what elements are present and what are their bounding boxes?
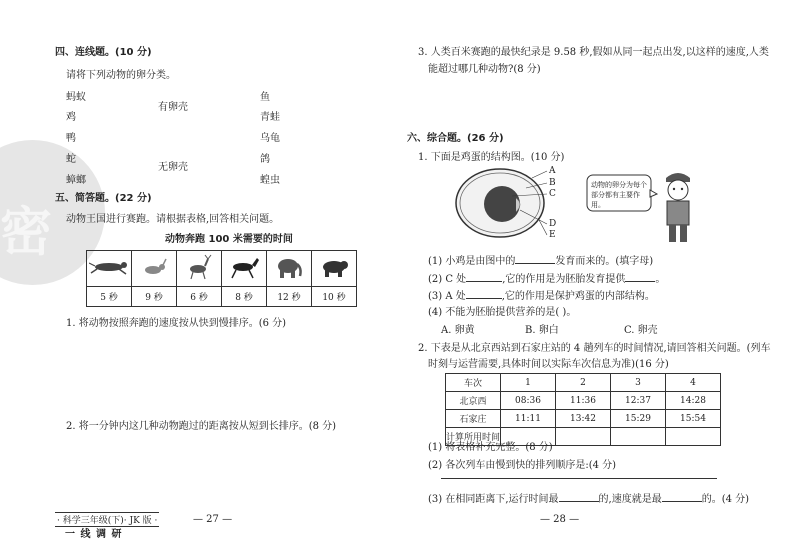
train-cell: 14:28 (666, 392, 721, 410)
question-5-1: 1. 将动物按照奔跑的速度按从快到慢排序。(6 分) (66, 318, 287, 329)
cheetah-icon (89, 257, 129, 277)
section-4-title: 四、连线题。(10 分) (55, 47, 152, 58)
elephant-icon (274, 254, 304, 280)
time-cell-3: 6 秒 (177, 287, 222, 307)
horse-icon (228, 254, 260, 280)
blank-3[interactable] (625, 272, 655, 282)
deer-image-cell (177, 251, 222, 287)
blank-1[interactable] (515, 254, 555, 264)
watermark-glyph: 密 (0, 203, 53, 263)
egg-label-c: C (549, 189, 556, 199)
section-4-instruction: 请将下列动物的卵分类。 (66, 70, 176, 81)
train-row-time-label: 计算所用时间 (446, 428, 501, 446)
page-number-right: — 28 — (540, 514, 580, 525)
question-5-2: 2. 将一分钟内这几种动物跑过的距离按从短到长排序。(8 分) (66, 421, 337, 432)
question-6-1: 1. 下面是鸡蛋的结构图。(10 分) (418, 152, 565, 163)
right-item-3: 乌龟 (260, 133, 280, 144)
train-header-label: 车次 (446, 374, 501, 392)
bear-image-cell (312, 251, 357, 287)
egg-label-d: D (549, 219, 557, 229)
speed-table (86, 250, 357, 307)
left-item-2: 鸡 (66, 112, 76, 123)
right-item-2: 青蛙 (260, 112, 280, 123)
time-cell-2: 9 秒 (132, 287, 177, 307)
speech-bubble-text: 动物的卵分为每个部分都有主要作用。 (591, 181, 647, 209)
egg-question-3: (3) A 处 ,它的作用是保护鸡蛋的内部结构。 (428, 291, 655, 302)
rabbit-icon (139, 257, 169, 277)
left-item-3: 鸭 (66, 133, 76, 144)
train-row-shijiazhuang-label: 石家庄 (446, 410, 501, 428)
train-time-input[interactable] (666, 428, 721, 446)
time-cell-6: 10 秒 (312, 287, 357, 307)
option-b[interactable]: B. 卵白 (525, 325, 559, 336)
train-time-input[interactable] (611, 428, 666, 446)
elephant-image-cell (267, 251, 312, 287)
egg-label-a: A (549, 166, 556, 176)
train-header-3: 3 (611, 374, 666, 392)
footer-series-label: 一 线 调 研 (65, 529, 123, 540)
blank-6[interactable] (662, 492, 702, 502)
question-6-2-line2: 时刻与运营需要,具体时间以实际车次信息为准)(16 分) (428, 359, 669, 370)
train-question-1: (1) 将表格补充完整。(8 分) (428, 442, 553, 453)
egg-question-4: (4) 不能为胚胎提供营养的是( )。 (428, 307, 577, 318)
egg-label-b: B (549, 178, 556, 188)
time-cell-1: 5 秒 (87, 287, 132, 307)
time-cell-4: 8 秒 (222, 287, 267, 307)
page-number-left: — 27 — (193, 514, 233, 525)
train-schedule-table (445, 373, 721, 446)
train-header-4: 4 (666, 374, 721, 392)
train-cell: 11:11 (501, 410, 556, 428)
egg-question-1: (1) 小鸡是由图中的 发育而来的。(填字母) (428, 256, 654, 267)
train-cell: 08:36 (501, 392, 556, 410)
question-5-3-line1: 3. 人类百米赛跑的最快纪录是 9.58 秒,假如从同一起点出发,以这样的速度,人类 (418, 47, 769, 58)
blank-5[interactable] (559, 492, 599, 502)
train-time-input[interactable] (556, 428, 611, 446)
bear-icon (319, 255, 349, 279)
egg-label-e: E (549, 230, 556, 240)
train-question-2: (2) 各次列车由慢到快的排列顺序是:(4 分) (428, 460, 617, 471)
footer-book-label: · 科学三年级(下)· JK 版 · (55, 512, 159, 527)
explorer-character-icon (658, 168, 698, 246)
train-header-1: 1 (501, 374, 556, 392)
option-a[interactable]: A. 卵黄 (441, 325, 475, 336)
train-cell: 12:37 (611, 392, 666, 410)
blank-4[interactable] (466, 289, 502, 299)
egg-yolk-shape (484, 186, 520, 222)
egg-structure-diagram (452, 162, 562, 244)
section-5-intro: 动物王国进行赛跑。请根据表格,回答相关问题。 (66, 214, 280, 225)
left-item-1: 蚂蚁 (66, 92, 86, 103)
right-item-4: 鸽 (260, 154, 270, 165)
left-item-4: 蛇 (66, 154, 76, 165)
train-cell: 13:42 (556, 410, 611, 428)
right-item-5: 蝗虫 (260, 175, 280, 186)
train-cell: 15:54 (666, 410, 721, 428)
train-cell: 15:29 (611, 410, 666, 428)
horse-image-cell (222, 251, 267, 287)
option-c[interactable]: C. 卵壳 (624, 325, 658, 336)
speed-table-title: 动物奔跑 100 米需要的时间 (165, 234, 293, 245)
train-header-2: 2 (556, 374, 611, 392)
section-6-title: 六、综合题。(26 分) (407, 133, 504, 144)
time-cell-5: 12 秒 (267, 287, 312, 307)
train-question-3: (3) 在相同距离下,运行时间最 的,速度就是最 的。(4 分) (428, 494, 750, 505)
middle-item-2: 无卵壳 (158, 162, 188, 173)
train-row-beijing-label: 北京西 (446, 392, 501, 410)
blank-2[interactable] (466, 272, 502, 282)
section-5-title: 五、简答题。(22 分) (55, 193, 152, 204)
question-5-3-line2: 能超过哪几种动物?(8 分) (428, 64, 541, 75)
question-6-2-line1: 2. 下表是从北京西站到石家庄站的 4 趟列车的时间情况,请回答相关问题。(列车 (418, 343, 771, 354)
train-cell: 11:36 (556, 392, 611, 410)
deer-icon (184, 254, 214, 280)
cheetah-image-cell (87, 251, 132, 287)
right-item-1: 鱼 (260, 92, 270, 103)
left-item-5: 蟑螂 (66, 175, 86, 186)
middle-item-1: 有卵壳 (158, 102, 188, 113)
rabbit-image-cell (132, 251, 177, 287)
egg-question-2: (2) C 处 ,它的作用是为胚胎发育提供 。 (428, 274, 666, 285)
answer-line[interactable] (441, 478, 717, 479)
